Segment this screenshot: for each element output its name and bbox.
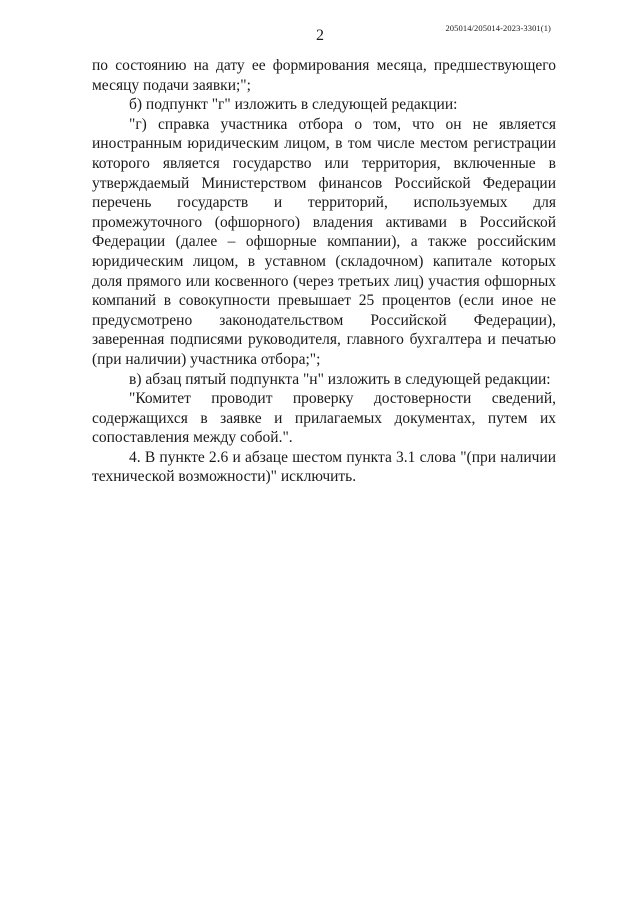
document-code: 205014/205014-2023-3301(1) xyxy=(445,23,551,33)
paragraph-point-4: 4. В пункте 2.6 и абзаце шестом пункта 3.1 слова "(при наличии технической возможности)" исключить. xyxy=(92,448,556,486)
paragraph-subpoint-b: б) подпункт "г" изложить в следующей редакции: xyxy=(129,96,458,114)
paragraph-subpoint-v: в) абзац пятый подпункта "н" изложить в следующей редакции: xyxy=(129,370,551,388)
paragraph-subpoint-g-text: "г) справка участника отбора о том, что он не является иностранным юридическим лицом, в том числе местом регистрации которого является государство или территория, включенные в утверждаемый Министерством финансов Российской Федерации перечень государств и территорий, используемых для промежуточного (офшорного) владения активами в Российской Федерации (далее – офшорные компании), а также российским юридическим лицом, в уставном (складочном) капитале которых доля прямого или косвенного (через третьих лиц) участия офшорных компаний в совокупности превышает 25 процентов (если иное не предусмотрено законодательством Российской Федерации), заверенная подписями руководителя, главного бухгалтера и печатью (при наличии) участника отбора;"; xyxy=(92,115,556,368)
page-number: 2 xyxy=(316,27,324,44)
paragraph-continuation: по состоянию на дату ее формирования месяца, предшествующего месяцу подачи заявки;"; xyxy=(92,57,556,94)
paragraph-committee-text: "Комитет проводит проверку достоверности сведений, содержащихся в заявке и прилагаемых документах, путем их сопоставления между собой.". xyxy=(92,390,556,447)
document-body xyxy=(92,56,556,487)
